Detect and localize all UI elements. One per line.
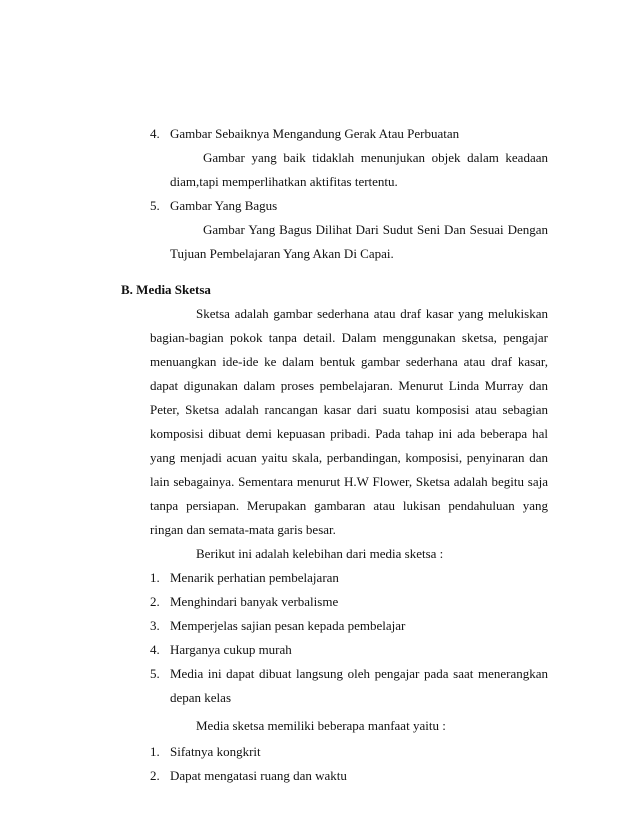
paragraph-line: ringan dan semata-mata garis besar. [150, 522, 336, 537]
paragraph-line: diam,tapi memperlihatkan aktifitas tertentu. [170, 174, 398, 189]
list-item: Menghindari banyak verbalisme [170, 594, 339, 609]
list-item: Sifatnya kongkrit [170, 744, 261, 759]
paragraph-line: Gambar Yang Bagus Dilihat Dari Sudut Seni Dan Sesuai Dengan [203, 222, 548, 237]
list-number: 5. [150, 666, 160, 681]
paragraph-line: lain sebagainya. Sementara menurut H.W Flower, Sketsa adalah begitu saja [150, 474, 548, 489]
paragraph-line: tanpa persiapan. Merupakan gambaran atau lukisan pendahuluan yang [150, 498, 548, 513]
list-number: 4. [150, 126, 160, 141]
paragraph-line: yang menjadi acuan yaitu skala, perbandingan, komposisi, penyinaran dan [150, 450, 548, 465]
paragraph-line: Peter, Sketsa adalah rancangan kasar dari suatu komposisi atau sebagian [150, 402, 548, 417]
list-item: Menarik perhatian pembelajaran [170, 570, 339, 585]
paragraph-line: dapat digunakan dalam proses pembelajaran. Menurut Linda Murray dan [150, 378, 548, 393]
list-number: 3. [150, 618, 160, 633]
list-item-title: Gambar Yang Bagus [170, 198, 278, 213]
list-item: Media ini dapat dibuat langsung oleh pengajar pada saat menerangkan [170, 666, 548, 681]
paragraph-line: Gambar yang baik tidaklah menunjukan objek dalam keadaan [203, 150, 548, 165]
list-number: 2. [150, 594, 160, 609]
list-number: 5. [150, 198, 160, 213]
list-number: 1. [150, 570, 160, 585]
list-intro: Berikut ini adalah kelebihan dari media sketsa : [196, 546, 444, 561]
paragraph-line: menuangkan ide-ide ke dalam bentuk gambar sederhana atau draf kasar, [150, 354, 548, 369]
list-intro: Media sketsa memiliki beberapa manfaat yaitu : [196, 718, 446, 733]
list-item: Memperjelas sajian pesan kepada pembelajar [170, 618, 406, 633]
paragraph-line: bagian-bagian pokok tanpa detail. Dalam menggunakan sketsa, pengajar [150, 330, 548, 345]
paragraph-line: komposisi dibuat demi kepuasan pribadi. Pada tahap ini ada beberapa hal [150, 426, 548, 441]
list-item-title: Gambar Sebaiknya Mengandung Gerak Atau Perbuatan [170, 126, 460, 141]
list-item: Dapat mengatasi ruang dan waktu [170, 768, 347, 783]
list-number: 4. [150, 642, 160, 657]
list-number: 1. [150, 744, 160, 759]
list-item: Harganya cukup murah [170, 642, 292, 657]
paragraph-line: Tujuan Pembelajaran Yang Akan Di Capai. [170, 246, 394, 261]
list-number: 2. [150, 768, 160, 783]
paragraph-line: Sketsa adalah gambar sederhana atau draf kasar yang melukiskan [196, 306, 548, 321]
list-item-continuation: depan kelas [170, 690, 232, 705]
section-heading: B. Media Sketsa [121, 282, 211, 297]
